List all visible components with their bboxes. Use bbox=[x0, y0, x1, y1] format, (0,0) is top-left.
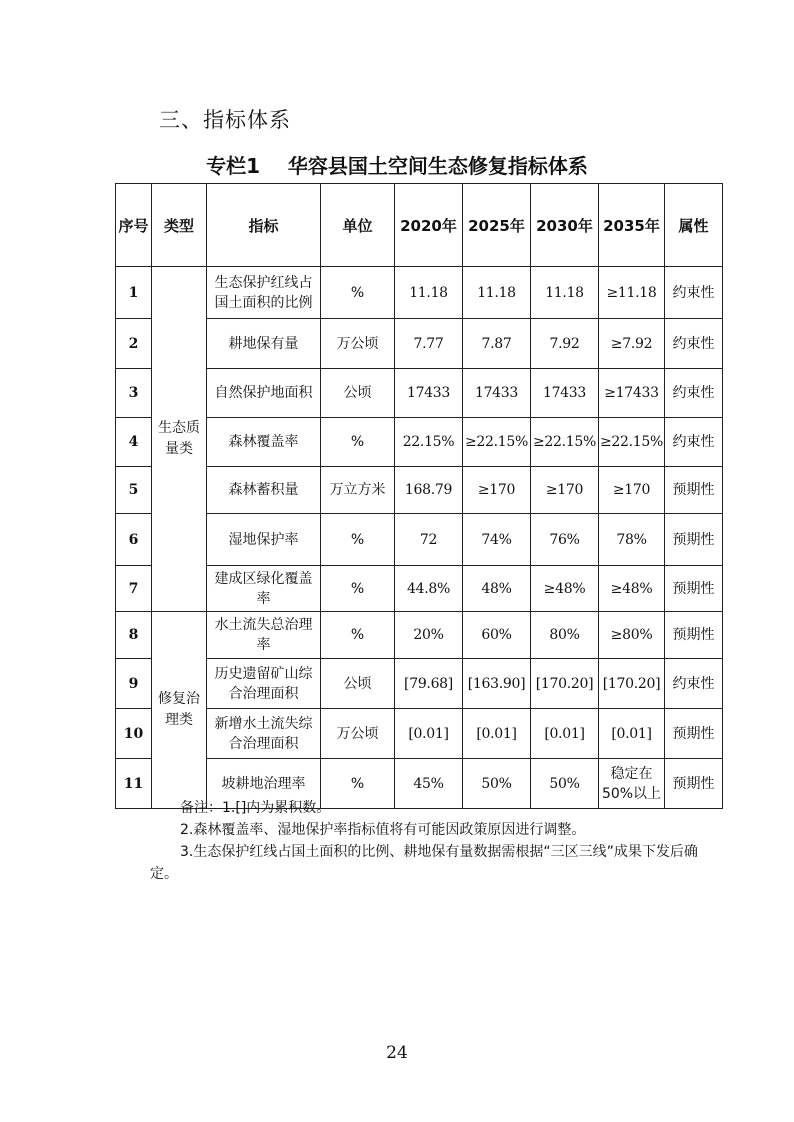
attribute: 约束性 bbox=[665, 267, 723, 319]
value-2030: 50% bbox=[531, 759, 599, 809]
page-number: 24 bbox=[386, 1043, 408, 1063]
value-2035: [170.20] bbox=[599, 659, 665, 709]
note-2: 2.森林覆盖率、湿地保护率指标值将有可能因政策原因进行调整。 bbox=[180, 822, 586, 838]
value-2035: ≥11.18 bbox=[599, 267, 665, 319]
attribute: 预期性 bbox=[665, 514, 723, 566]
note-3: 3.生态保护红线占国土面积的比例、耕地保有量数据需根据“三区三线”成果下发后确定。 bbox=[150, 844, 698, 882]
section-heading: 三、指标体系 bbox=[159, 108, 291, 132]
type-ecological-quality: 生态质量类 bbox=[152, 267, 207, 612]
table-row bbox=[116, 467, 723, 514]
attribute: 约束性 bbox=[665, 369, 723, 418]
attribute: 约束性 bbox=[665, 319, 723, 369]
attribute: 预期性 bbox=[665, 566, 723, 612]
value-2020: 11.18 bbox=[395, 267, 463, 319]
type-restoration: 修复治理类 bbox=[152, 612, 207, 809]
table-row bbox=[116, 418, 723, 467]
value-2020: [0.01] bbox=[395, 709, 463, 759]
value-2025: 50% bbox=[463, 759, 531, 809]
row-number: 7 bbox=[116, 566, 152, 612]
value-2020: 44.8% bbox=[395, 566, 463, 612]
value-2035: 78% bbox=[599, 514, 665, 566]
unit: % bbox=[321, 418, 395, 467]
value-2030: ≥48% bbox=[531, 566, 599, 612]
table-row bbox=[116, 659, 723, 709]
value-2020: 17433 bbox=[395, 369, 463, 418]
value-2035: ≥17433 bbox=[599, 369, 665, 418]
unit: 公顷 bbox=[321, 369, 395, 418]
indicator-table bbox=[115, 183, 723, 809]
indicator-name: 新增水土流失综合治理面积 bbox=[207, 709, 321, 759]
indicator-name: 自然保护地面积 bbox=[207, 369, 321, 418]
value-2030: [170.20] bbox=[531, 659, 599, 709]
row-number: 8 bbox=[116, 612, 152, 659]
value-2020: 7.77 bbox=[395, 319, 463, 369]
value-2020: [79.68] bbox=[395, 659, 463, 709]
value-2020: 45% bbox=[395, 759, 463, 809]
row-number: 2 bbox=[116, 319, 152, 369]
indicator-name: 耕地保有量 bbox=[207, 319, 321, 369]
row-number: 10 bbox=[116, 709, 152, 759]
indicator-name: 历史遗留矿山综合治理面积 bbox=[207, 659, 321, 709]
value-2020: 168.79 bbox=[395, 467, 463, 514]
unit: 公顷 bbox=[321, 659, 395, 709]
value-2025: 60% bbox=[463, 612, 531, 659]
row-number: 6 bbox=[116, 514, 152, 566]
header-2035: 2035年 bbox=[599, 184, 665, 267]
attribute: 预期性 bbox=[665, 709, 723, 759]
value-2020: 22.15% bbox=[395, 418, 463, 467]
value-2030: 17433 bbox=[531, 369, 599, 418]
value-2035: ≥22.15% bbox=[599, 418, 665, 467]
value-2035: ≥170 bbox=[599, 467, 665, 514]
row-number: 4 bbox=[116, 418, 152, 467]
header-2030: 2030年 bbox=[531, 184, 599, 267]
value-2025: 74% bbox=[463, 514, 531, 566]
value-2030: [0.01] bbox=[531, 709, 599, 759]
table-row bbox=[116, 514, 723, 566]
table-notes bbox=[150, 797, 710, 885]
indicator-name: 坡耕地治理率 bbox=[207, 759, 321, 809]
value-2030: ≥170 bbox=[531, 467, 599, 514]
indicator-name: 建成区绿化覆盖率 bbox=[207, 566, 321, 612]
indicator-name: 湿地保护率 bbox=[207, 514, 321, 566]
unit: 万公顷 bbox=[321, 709, 395, 759]
unit: 万立方米 bbox=[321, 467, 395, 514]
header-seq: 序号 bbox=[116, 184, 152, 267]
value-2025: 48% bbox=[463, 566, 531, 612]
value-2025: 17433 bbox=[463, 369, 531, 418]
indicator-name: 森林蓄积量 bbox=[207, 467, 321, 514]
row-number: 11 bbox=[116, 759, 152, 809]
table-row bbox=[116, 566, 723, 612]
value-2030: 11.18 bbox=[531, 267, 599, 319]
table-title: 专栏1 华容县国土空间生态修复指标体系 bbox=[206, 154, 588, 178]
value-2030: 76% bbox=[531, 514, 599, 566]
header-2020: 2020年 bbox=[395, 184, 463, 267]
row-number: 5 bbox=[116, 467, 152, 514]
value-2025: ≥22.15% bbox=[463, 418, 531, 467]
row-number: 1 bbox=[116, 267, 152, 319]
indicator-name: 水土流失总治理率 bbox=[207, 612, 321, 659]
value-2025: [0.01] bbox=[463, 709, 531, 759]
unit: % bbox=[321, 267, 395, 319]
value-2035: ≥80% bbox=[599, 612, 665, 659]
value-2030: ≥22.15% bbox=[531, 418, 599, 467]
table-row bbox=[116, 612, 723, 659]
table-row bbox=[116, 267, 723, 319]
value-2035: ≥48% bbox=[599, 566, 665, 612]
value-2035: [0.01] bbox=[599, 709, 665, 759]
attribute: 预期性 bbox=[665, 467, 723, 514]
value-2025: [163.90] bbox=[463, 659, 531, 709]
value-2030: 7.92 bbox=[531, 319, 599, 369]
unit: % bbox=[321, 514, 395, 566]
note-1: 备注：1.[]内为累积数。 bbox=[180, 800, 331, 816]
attribute: 约束性 bbox=[665, 418, 723, 467]
unit: % bbox=[321, 759, 395, 809]
attribute: 约束性 bbox=[665, 659, 723, 709]
row-number: 3 bbox=[116, 369, 152, 418]
header-unit: 单位 bbox=[321, 184, 395, 267]
table-header-row bbox=[116, 184, 723, 267]
header-type: 类型 bbox=[152, 184, 207, 267]
header-attribute: 属性 bbox=[665, 184, 723, 267]
header-2025: 2025年 bbox=[463, 184, 531, 267]
value-2035: ≥7.92 bbox=[599, 319, 665, 369]
value-2035: 稳定在50%以上 bbox=[599, 759, 665, 809]
unit: 万公顷 bbox=[321, 319, 395, 369]
value-2020: 72 bbox=[395, 514, 463, 566]
indicator-name: 森林覆盖率 bbox=[207, 418, 321, 467]
value-2025: 7.87 bbox=[463, 319, 531, 369]
attribute: 预期性 bbox=[665, 612, 723, 659]
table-row bbox=[116, 319, 723, 369]
value-2025: 11.18 bbox=[463, 267, 531, 319]
table-row bbox=[116, 709, 723, 759]
unit: % bbox=[321, 566, 395, 612]
value-2030: 80% bbox=[531, 612, 599, 659]
table-row bbox=[116, 369, 723, 418]
indicator-name: 生态保护红线占国土面积的比例 bbox=[207, 267, 321, 319]
unit: % bbox=[321, 612, 395, 659]
header-indicator: 指标 bbox=[207, 184, 321, 267]
value-2025: ≥170 bbox=[463, 467, 531, 514]
value-2020: 20% bbox=[395, 612, 463, 659]
attribute: 预期性 bbox=[665, 759, 723, 809]
row-number: 9 bbox=[116, 659, 152, 709]
